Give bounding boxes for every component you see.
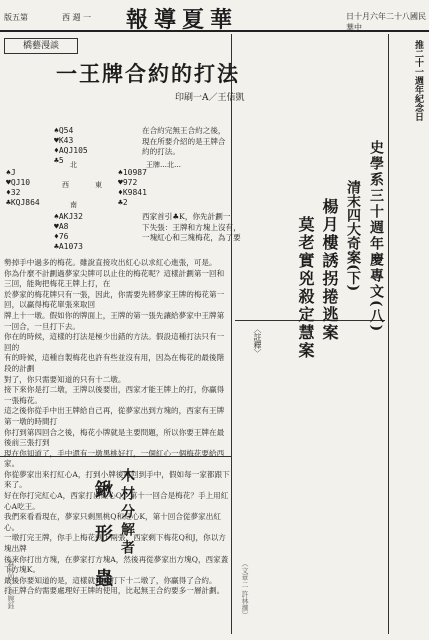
paragraph: 對了，你只需要知道的只有十二墩。 — [4, 374, 126, 384]
paragraph: 於夢家的梅花牌只有一張，因此，你需要先將夢家王牌的梅花第一回，以贏得梅花單張來取回 — [4, 289, 225, 310]
paragraph: 勢掉手中過多的梅花。雖說直接攻出紅心以求紅心進張，可是。 — [4, 258, 217, 267]
right-col-title: 推二十一週年紀念日 — [413, 40, 423, 121]
series-title: 史學系三十週年慶專文(八) — [368, 140, 384, 334]
paragraph: 後來你打出方塊，在夢家打方塊A，然後再從夢家出方塊Q，西家蓋下方塊K。 — [4, 554, 229, 575]
history-ref: （文章二 許林撰） — [241, 560, 249, 619]
beetle-title1: 木材分解者 — [119, 468, 135, 558]
paragraph: 接下來你是打二墩，王牌以後要出，西家才能王牌上的打，你贏得一張梅花。 — [4, 385, 225, 405]
history-body-top — [236, 36, 386, 134]
headline-2: 莫老實兇殺定慧案 — [296, 216, 315, 360]
seat-west: 西 — [62, 181, 69, 189]
trump-note: 王牌…北… — [146, 161, 181, 169]
paragraph: 打王牌合約需要處理好王牌的使用，比起無王合約要多一層計劃。 — [4, 586, 225, 596]
paragraph: 最後你要知道的是，這樣就完全打下十二墩了，你贏得了合約。 — [4, 575, 217, 585]
masthead: 報導夏華 — [126, 7, 239, 33]
paragraph: 牌上十一墩。假如你的牌面上，王牌的第一張先讓給夢家中王牌第一回合，一旦打下去。 — [4, 310, 225, 331]
intro-text: 在合約完無王合約之後，現在所要介紹的是王牌合約的打法。 — [142, 126, 226, 157]
paragraph: 這之後你從手中出王牌給自己再，從夢家出到方塊的，西家有王牌第一墩的時間打 — [4, 406, 225, 426]
seat-north: 北 — [70, 161, 77, 169]
paragraph: 你在的時候，這樣的打法是極少出錯的方法。假設這種打法只有一回的 — [4, 332, 225, 352]
west-hand: ♠J ♥QJ10 ♦32 ♣KQJ864 — [6, 168, 40, 207]
beetle-title2: 鍬 形 蟲 — [92, 480, 113, 597]
paragraph: 一墩打完王牌，你手上梅花剩下兩張，西家剩下梅花Q和J，你以方塊出牌 — [4, 533, 226, 554]
byline: 印刷一A／王信凱 — [175, 93, 245, 103]
history-body-mid — [236, 140, 292, 318]
subseries-title: 清末四大奇案(下) — [345, 180, 361, 292]
paragraph: 我們來看看現在，夢家只剩黑桃Q和紅心K，第十回合從夢家出紅心。 — [4, 512, 221, 532]
seat-south: 南 — [70, 201, 77, 209]
paragraph: 你從夢家出來打紅心A，打到小牌後再回到手中，假如每一家都跟下來了。 — [4, 469, 230, 490]
beetle-body-left — [4, 462, 68, 554]
history-body-bottom — [236, 326, 386, 630]
seat-east: 東 — [95, 181, 102, 189]
header-bar — [0, 0, 429, 32]
notes-label: 〈註釋〉 — [253, 325, 262, 357]
north-hand: ♠Q54 ♥K43 ♦AQJ105 ♣5 — [54, 126, 88, 165]
east-hand: ♠10987 ♥972 ♦K9841 ♣2 — [118, 168, 147, 207]
paragraph: 現在你知道了，手中還有一墩黑桃好打，一個紅心一個梅花要給西家。 — [4, 448, 225, 469]
page-number: 版五第 — [4, 13, 28, 22]
article-title: 一王牌合約的打法 — [56, 61, 240, 86]
south-hand: ♠AKJ32 ♥A8 ♦76 ♣A1073 — [54, 212, 83, 251]
issue-date: 日十月六年二十八國民華中 — [346, 12, 426, 32]
paragraph: 好在你打完紅心A，西家打出紅心Q，第十一回合是梅花？手上用紅心A吃王。 — [4, 491, 229, 511]
headline-1: 楊月樓誘拐捲逃案 — [320, 198, 339, 342]
beetle-byline: 森林四／李婉鈺 — [7, 560, 15, 609]
beetle-body-right — [138, 462, 228, 634]
column-divider — [388, 34, 389, 634]
paragraph: 你為什麼不計劃過夢家尖牌可以止住的梅花呢？這樣計劃第一回和三回，能夠把梅花王牌上打，在 — [4, 268, 225, 289]
column-label: 橋藝漫談 — [4, 38, 78, 54]
paragraph: 有的時候，這種自製梅花也許有些並沒有用，因為在梅花的最後階段的計劃 — [4, 353, 225, 373]
paragraph: 你打到第四回合之後，梅花小牌就是主要問題，所以你要王牌在最後前三張打到 — [4, 427, 225, 448]
column-divider — [231, 34, 232, 634]
auction-text: 西家首引♣K，你先計劃一 下失張：王牌和方塊上沒有， 一塊紅心和三塊梅花，為了要 — [142, 212, 241, 243]
issue-weekday: 西 週 一 — [62, 13, 92, 22]
right-col-body — [391, 40, 411, 630]
